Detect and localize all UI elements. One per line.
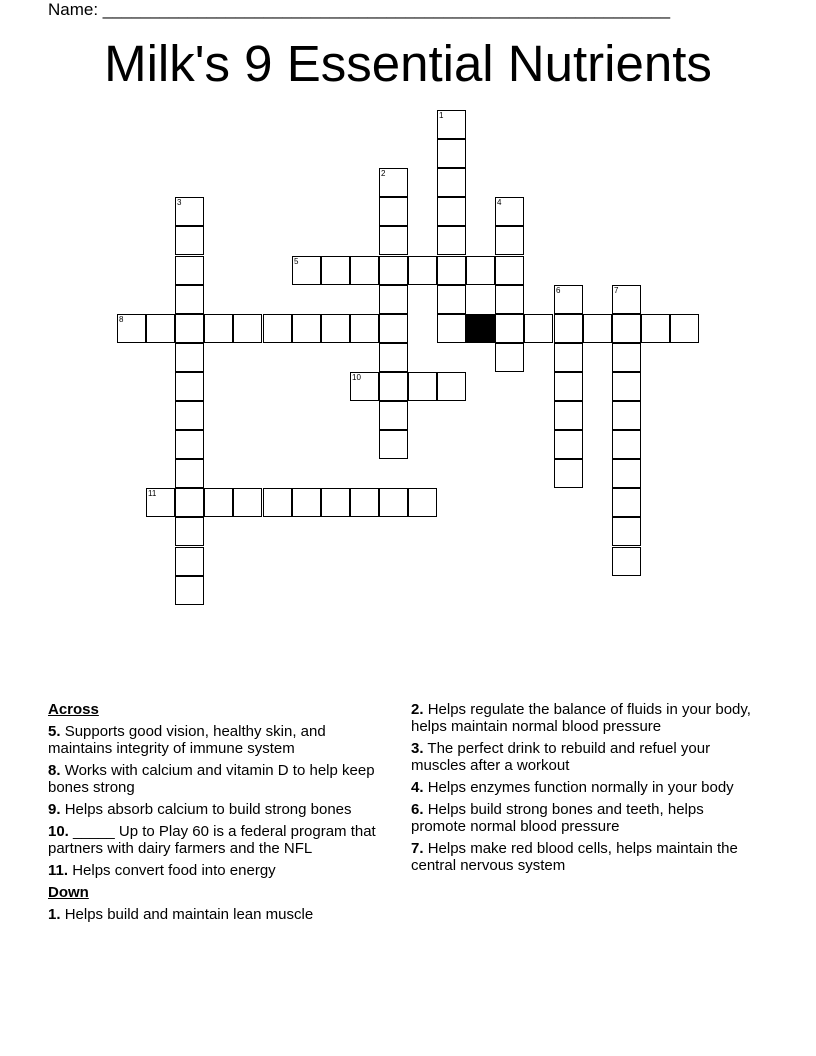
blocked-cell <box>466 314 495 343</box>
crossword-cell[interactable] <box>437 372 466 401</box>
crossword-cell[interactable] <box>175 401 204 430</box>
clue-number: 10. <box>48 823 69 840</box>
crossword-cell[interactable] <box>146 314 175 343</box>
crossword-cell[interactable] <box>379 226 408 255</box>
crossword-cell[interactable] <box>204 314 233 343</box>
crossword-cell[interactable] <box>204 488 233 517</box>
crossword-cell[interactable] <box>612 343 641 372</box>
crossword-cell[interactable] <box>612 430 641 459</box>
clue-text: Helps build strong bones and teeth, helps promote normal blood pressure <box>411 801 704 835</box>
crossword-cell[interactable] <box>612 459 641 488</box>
crossword-cell[interactable] <box>233 488 262 517</box>
crossword-cell[interactable] <box>175 547 204 576</box>
crossword-cell[interactable] <box>175 285 204 314</box>
clue-number-label: 10 <box>352 373 361 382</box>
clue-text: Helps build and maintain lean muscle <box>64 906 314 923</box>
crossword-cell[interactable] <box>554 343 583 372</box>
crossword-cell[interactable] <box>175 459 204 488</box>
clue-number-label: 1 <box>439 111 444 120</box>
down-heading: Down <box>48 884 89 901</box>
name-field[interactable]: Name: ____________________________________________________________ <box>48 0 671 19</box>
crossword-cell[interactable] <box>495 197 524 226</box>
crossword-cell[interactable] <box>350 256 379 285</box>
clues-column-right <box>411 701 756 879</box>
clue-text: Helps make red blood cells, helps maintain the central nervous system <box>411 840 738 874</box>
crossword-cell[interactable] <box>437 110 466 139</box>
crossword-cell[interactable] <box>612 547 641 576</box>
crossword-cell[interactable] <box>612 314 641 343</box>
clue-text: Helps enzymes function normally in your body <box>427 779 734 796</box>
crossword-cell[interactable] <box>263 314 292 343</box>
crossword-cell[interactable] <box>263 488 292 517</box>
clues-column-left <box>48 701 393 928</box>
crossword-cell[interactable] <box>175 488 204 517</box>
crossword-cell[interactable] <box>175 256 204 285</box>
crossword-cell[interactable] <box>554 314 583 343</box>
crossword-cell[interactable] <box>524 314 553 343</box>
crossword-cell[interactable] <box>612 488 641 517</box>
crossword-cell[interactable] <box>321 314 350 343</box>
clue-text: Helps regulate the balance of fluids in your body, helps maintain normal blood pressure <box>411 701 751 735</box>
clue-item <box>48 823 393 857</box>
clue-number: 1. <box>48 906 61 923</box>
crossword-cell[interactable] <box>466 256 495 285</box>
crossword-cell[interactable] <box>379 256 408 285</box>
clue-number: 4. <box>411 779 424 796</box>
crossword-cell[interactable] <box>437 314 466 343</box>
clue-item <box>411 740 756 774</box>
clue-number-label: 2 <box>381 169 386 178</box>
clue-number-label: 5 <box>294 257 299 266</box>
crossword-cell[interactable] <box>379 430 408 459</box>
clue-item <box>48 906 393 923</box>
clue-number: 5. <box>48 723 61 740</box>
crossword-cell[interactable] <box>495 285 524 314</box>
crossword-cell[interactable] <box>292 488 321 517</box>
clue-item <box>48 723 393 757</box>
crossword-cell[interactable] <box>612 285 641 314</box>
across-heading: Across <box>48 701 99 718</box>
page-title: Milk's 9 Essential Nutrients <box>104 35 712 92</box>
crossword-cell[interactable] <box>408 488 437 517</box>
clue-number-label: 6 <box>556 286 561 295</box>
crossword-cell[interactable] <box>408 372 437 401</box>
crossword-cell[interactable] <box>175 517 204 546</box>
crossword-cell[interactable] <box>641 314 670 343</box>
crossword-cell[interactable] <box>379 197 408 226</box>
crossword-cell[interactable] <box>379 314 408 343</box>
clue-number: 3. <box>411 740 424 757</box>
crossword-cell[interactable] <box>379 168 408 197</box>
crossword-cell[interactable] <box>350 488 379 517</box>
clue-number-label: 8 <box>119 315 124 324</box>
crossword-cell[interactable] <box>175 372 204 401</box>
crossword-cell[interactable] <box>233 314 262 343</box>
crossword-cell[interactable] <box>495 256 524 285</box>
crossword-cell[interactable] <box>175 314 204 343</box>
crossword-cell[interactable] <box>146 488 175 517</box>
crossword-cell[interactable] <box>379 372 408 401</box>
crossword-cell[interactable] <box>321 488 350 517</box>
clue-text: Supports good vision, healthy skin, and maintains integrity of immune system <box>48 723 326 757</box>
crossword-cell[interactable] <box>437 285 466 314</box>
crossword-cell[interactable] <box>379 488 408 517</box>
clue-item <box>48 862 393 879</box>
crossword-cell[interactable] <box>554 430 583 459</box>
clue-number-label: 7 <box>614 286 619 295</box>
crossword-cell[interactable] <box>554 401 583 430</box>
crossword-cell[interactable] <box>583 314 612 343</box>
crossword-cell[interactable] <box>437 226 466 255</box>
crossword-cell[interactable] <box>670 314 699 343</box>
clue-text: Works with calcium and vitamin D to help keep bones strong <box>48 762 375 796</box>
crossword-cell[interactable] <box>495 226 524 255</box>
crossword-cell[interactable] <box>554 372 583 401</box>
clue-item <box>411 840 756 874</box>
crossword-cell[interactable] <box>554 459 583 488</box>
crossword-cell[interactable] <box>117 314 146 343</box>
crossword-cell[interactable] <box>554 285 583 314</box>
crossword-cell[interactable] <box>175 226 204 255</box>
clue-item <box>411 801 756 835</box>
clue-number: 11. <box>48 862 69 879</box>
crossword-cell[interactable] <box>175 343 204 372</box>
clue-item <box>411 701 756 735</box>
crossword-cell[interactable] <box>437 139 466 168</box>
clue-text: _____ Up to Play 60 is a federal program that partners with dairy farmers and the NFL <box>48 823 376 857</box>
crossword-cell[interactable] <box>612 517 641 546</box>
clue-number: 9. <box>48 801 61 818</box>
crossword-cell[interactable] <box>437 197 466 226</box>
crossword-cell[interactable] <box>612 372 641 401</box>
clue-number: 7. <box>411 840 424 857</box>
crossword-cell[interactable] <box>321 256 350 285</box>
crossword-cell[interactable] <box>495 343 524 372</box>
crossword-cell[interactable] <box>437 168 466 197</box>
clue-number-label: 11 <box>148 489 157 498</box>
crossword-cell[interactable] <box>612 401 641 430</box>
crossword-cell[interactable] <box>175 576 204 605</box>
down-clue-list-continued <box>411 701 756 874</box>
clue-text: The perfect drink to rebuild and refuel your muscles after a workout <box>411 740 711 774</box>
crossword-cell[interactable] <box>495 314 524 343</box>
crossword-cell[interactable] <box>292 256 321 285</box>
clue-item <box>48 762 393 796</box>
clue-item <box>48 801 393 818</box>
crossword-cell[interactable] <box>437 256 466 285</box>
clue-text: Helps absorb calcium to build strong bones <box>64 801 352 818</box>
crossword-cell[interactable] <box>292 314 321 343</box>
crossword-cell[interactable] <box>350 372 379 401</box>
clue-number: 2. <box>411 701 424 718</box>
crossword-cell[interactable] <box>379 285 408 314</box>
clue-item <box>411 779 756 796</box>
clue-number-label: 3 <box>177 198 182 207</box>
crossword-cell[interactable] <box>175 430 204 459</box>
crossword-cell[interactable] <box>175 197 204 226</box>
down-clue-list <box>48 906 393 923</box>
crossword-cell[interactable] <box>350 314 379 343</box>
crossword-cell[interactable] <box>408 256 437 285</box>
clue-number: 6. <box>411 801 424 818</box>
clue-number: 8. <box>48 762 61 779</box>
clue-number-label: 4 <box>497 198 502 207</box>
clue-text: Helps convert food into energy <box>72 862 276 879</box>
crossword-cell[interactable] <box>379 401 408 430</box>
crossword-cell[interactable] <box>379 343 408 372</box>
across-clue-list <box>48 723 393 879</box>
